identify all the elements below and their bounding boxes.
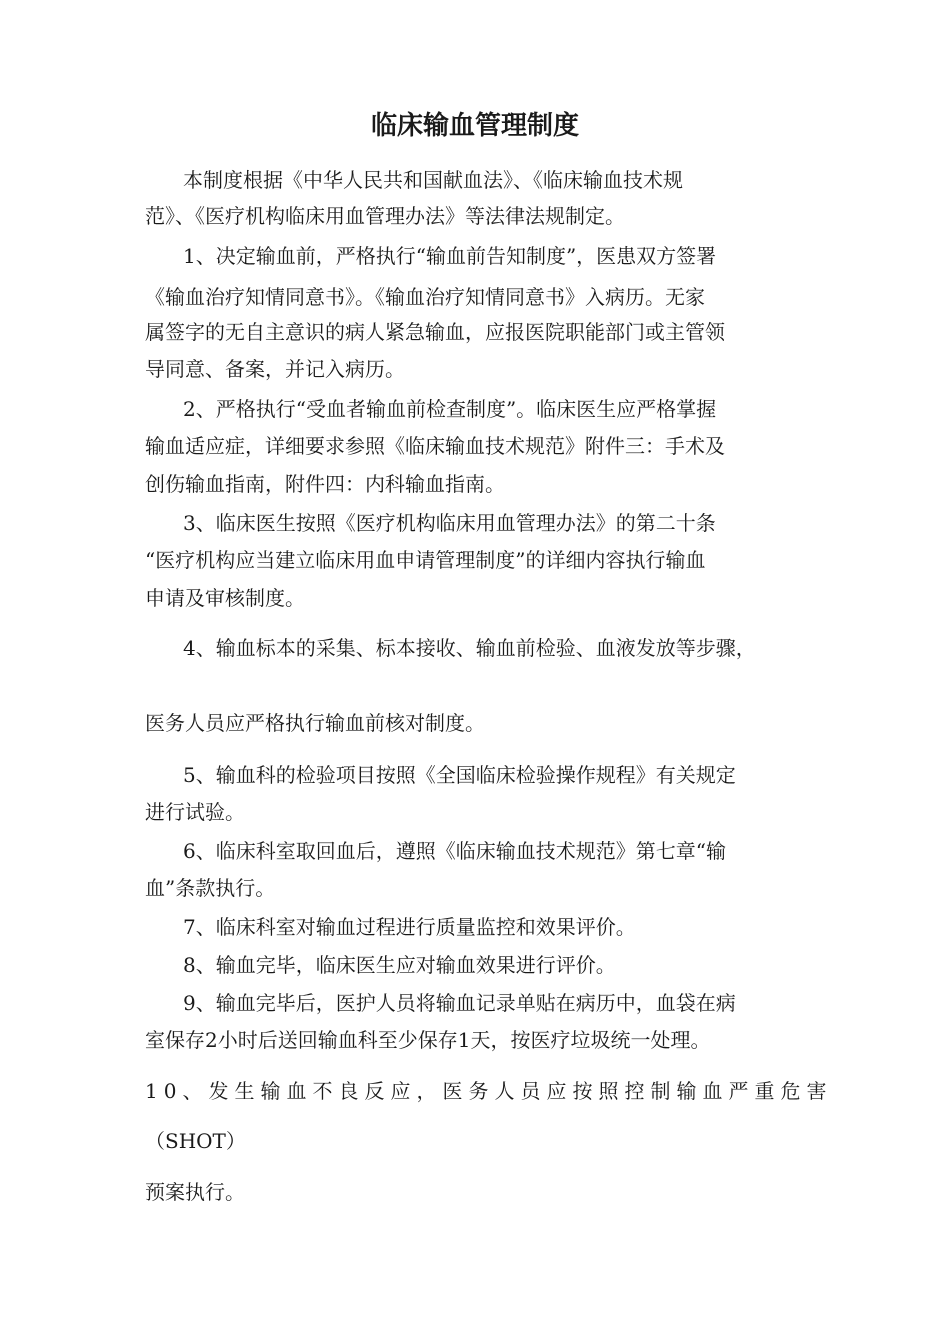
item-6-line-1: 6、临床科室取回血后，遵照《临床输血技术规范》第七章“输 <box>183 839 726 863</box>
item-1-line-1: 1、决定输血前，严格执行“输血前告知制度”，医患双方签署 <box>183 244 717 268</box>
intro-line-1: 本制度根据《中华人民共和国献血法》、《临床输血技术规 <box>183 168 683 192</box>
item-1-line-4: 导同意、备案，并记入病历。 <box>145 357 405 381</box>
item-9-line-2: 室保存2小时后送回输血科至少保存1天，按医疗垃圾统一处理。 <box>145 1028 711 1052</box>
item-5-line-2: 进行试验。 <box>145 800 245 824</box>
item-5-line-1: 5、输血科的检验项目按照《全国临床检验操作规程》有关规定 <box>183 763 736 787</box>
intro-line-2: 范》、《医疗机构临床用血管理办法》等法律法规制定。 <box>145 204 625 228</box>
item-4-line-1: 4、输血标本的采集、标本接收、输血前检验、血液发放等步骤， <box>183 636 756 660</box>
item-3-line-1: 3、临床医生按照《医疗机构临床用血管理办法》的第二十条 <box>183 511 716 535</box>
item-2-line-1: 2、严格执行“受血者输血前检查制度”。临床医生应严格掌握 <box>183 397 717 421</box>
item-4-line-2: 医务人员应严格执行输血前核对制度。 <box>145 711 485 735</box>
item-6-line-2: 血”条款执行。 <box>145 876 276 900</box>
item-8-line: 8、输血完毕，临床医生应对输血效果进行评价。 <box>183 953 616 977</box>
document-title: 临床输血管理制度 <box>370 111 579 141</box>
item-3-line-2: “医疗机构应当建立临床用血申请管理制度”的详细内容执行输血 <box>145 548 706 572</box>
item-10-line-2: （SHOT） <box>145 1129 246 1153</box>
item-7-line: 7、临床科室对输血过程进行质量监控和效果评价。 <box>183 915 636 939</box>
item-1-line-3: 属签字的无自主意识的病人紧急输血，应报医院职能部门或主管领 <box>145 320 725 344</box>
item-1-line-2: 《输血治疗知情同意书》。《输血治疗知情同意书》入病历。无家 <box>145 285 705 309</box>
item-9-line-1: 9、输血完毕后，医护人员将输血记录单贴在病历中，血袋在病 <box>183 991 736 1015</box>
item-10-line-3: 预案执行。 <box>145 1180 245 1204</box>
item-2-line-2: 输血适应症，详细要求参照《临床输血技术规范》附件三：手术及 <box>145 434 725 458</box>
item-10-line-1: 10、发生输血不良反应，医务人员应按照控制输血严重危害 <box>145 1079 833 1103</box>
item-2-line-3: 创伤输血指南，附件四：内科输血指南。 <box>145 472 505 496</box>
item-3-line-3: 申请及审核制度。 <box>145 586 305 610</box>
